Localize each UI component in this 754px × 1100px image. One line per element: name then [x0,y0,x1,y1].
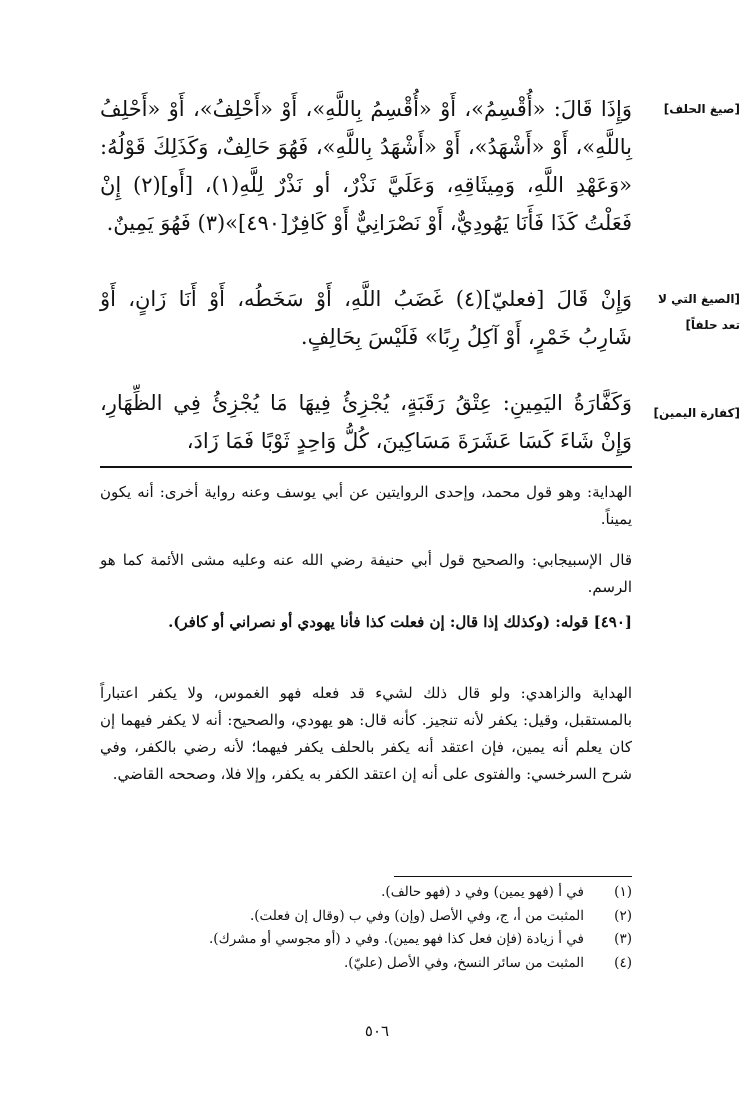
footnote [100,881,632,905]
commentary-entry-number: [٤٩٠] [593,613,632,631]
footnote-number: (٢) [614,907,632,924]
page-number: ٥٠٦ [364,1022,390,1040]
footnote [100,905,632,929]
footnote [100,952,632,976]
footnotes [100,881,632,975]
footnote-divider [394,876,632,877]
section-divider [100,466,632,468]
footnote-number: (٤) [614,954,632,971]
main-text-paragraph: وَإِذَا قَالَ: «أُقْسِمُ»، أَوْ «أُقْسِمُ بِاللَّهِ»، أَوْ «أَحْلِفُ»، أَوْ «أَحْلِفُ بِاللَّهِ»، أَوْ «أَشْهَدُ»، أَوْ «أَشْهَدُ بِاللَّهِ»، فَهُوَ حَالِفٌ، وَكَذَلِكَ قَوْلُهُ: «وَعَهْدِ اللَّهِ، وَمِيثَاقِهِ، وَعَلَيَّ نَذْرٌ، أو نَذْرٌ لِلَّهِ(١)، [أَو](٢) إِنْ فَعَلْتُ كَذَا فَأَنَا يَهُودِيٌّ، أَوْ نَصْرَانِيٌّ أَوْ كَافِرٌ[٤٩٠]»(٣) فَهُوَ يَمِينٌ. [100,97,632,235]
footnote-number: (١) [614,884,632,900]
side-heading-oath-forms: [صيغ الحلف] [663,102,740,116]
side-heading-oath-expiation: [كفارة اليمين] [653,406,740,420]
commentary-paragraph: قال الإسبيجابي: والصحيح قول أبي حنيفة رضي الله عنه وعليه مشى الأئمة كما هو الرسم. [100,551,632,596]
side-heading-non-oath-forms: [الصيغ التي لا تعد حلفاً] [658,292,740,332]
footnote-text: في أ (فهو يمين) وفي د (فهو حالف). [381,884,584,900]
main-text-paragraph: وَإِنْ قَالَ [فعليّ](٤) غَضَبُ اللَّهِ، أَوْ سَخَطُه، أَوْ أَنَا زَانٍ، أَوْ شَارِبُ خَمْرٍ، أَوْ آكِلُ رِبًا» فَلَيْسَ بِحَالِفٍ. [100,287,632,349]
commentary-entry-heading [100,609,632,636]
commentary-paragraph: الهداية والزاهدي: ولو قال ذلك لشيء قد فعله فهو الغموس، ولا يكفر اعتباراً بالمستقبل، وقيل: يكفر لأنه تنجيز. كأنه قال: هو يهودي، والصحيح: أنه لا يكفر فيهما إن كان يعلم أنه يمين، فإن اعتقد أنه يكفر بالحلف يكفر فيهما؛ لأنه رضي بالكفر، وفي شرح السرخسي: والفتوى على أنه إن اعتقد الكفر به يكفر، وإلا فلا، وصححه القاضي. [100,684,632,783]
footnote [100,928,632,952]
footnote-text: المثبت من سائر النسخ، وفي الأصل (عليّ). [344,954,584,971]
commentary-paragraph: الهداية: وهو قول محمد، وإحدى الروايتين عن أبي يوسف وعنه رواية أخرى: أنه يكون يميناً. [100,483,632,528]
footnote-number: (٣) [614,931,632,947]
footnote-text: المثبت من أ، ج، وفي الأصل (وإن) وفي ب (وقال إن فعلت). [249,907,584,924]
main-text-paragraph: وَكَفَّارَةُ اليَمِينِ: عِتْقُ رَقَبَةٍ، يُجْزِئُ فِيهَا مَا يُجْزِئُ فِي الظِّهَارِ، وَإِنْ شَاءَ كَسَا عَشَرَةَ مَسَاكِينَ، كُلُّ وَاحِدٍ ثَوْبًا فَمَا زَادَ، [100,391,632,453]
commentary-entry-quote: قوله: (وكذلك إذا قال: إن فعلت كذا فأنا يهودي أو نصراني أو كافر). [168,613,589,631]
footnote-text: في أ زيادة (فإن فعل كذا فهو يمين). وفي د (أو مجوسي أو مشرك). [209,931,584,947]
